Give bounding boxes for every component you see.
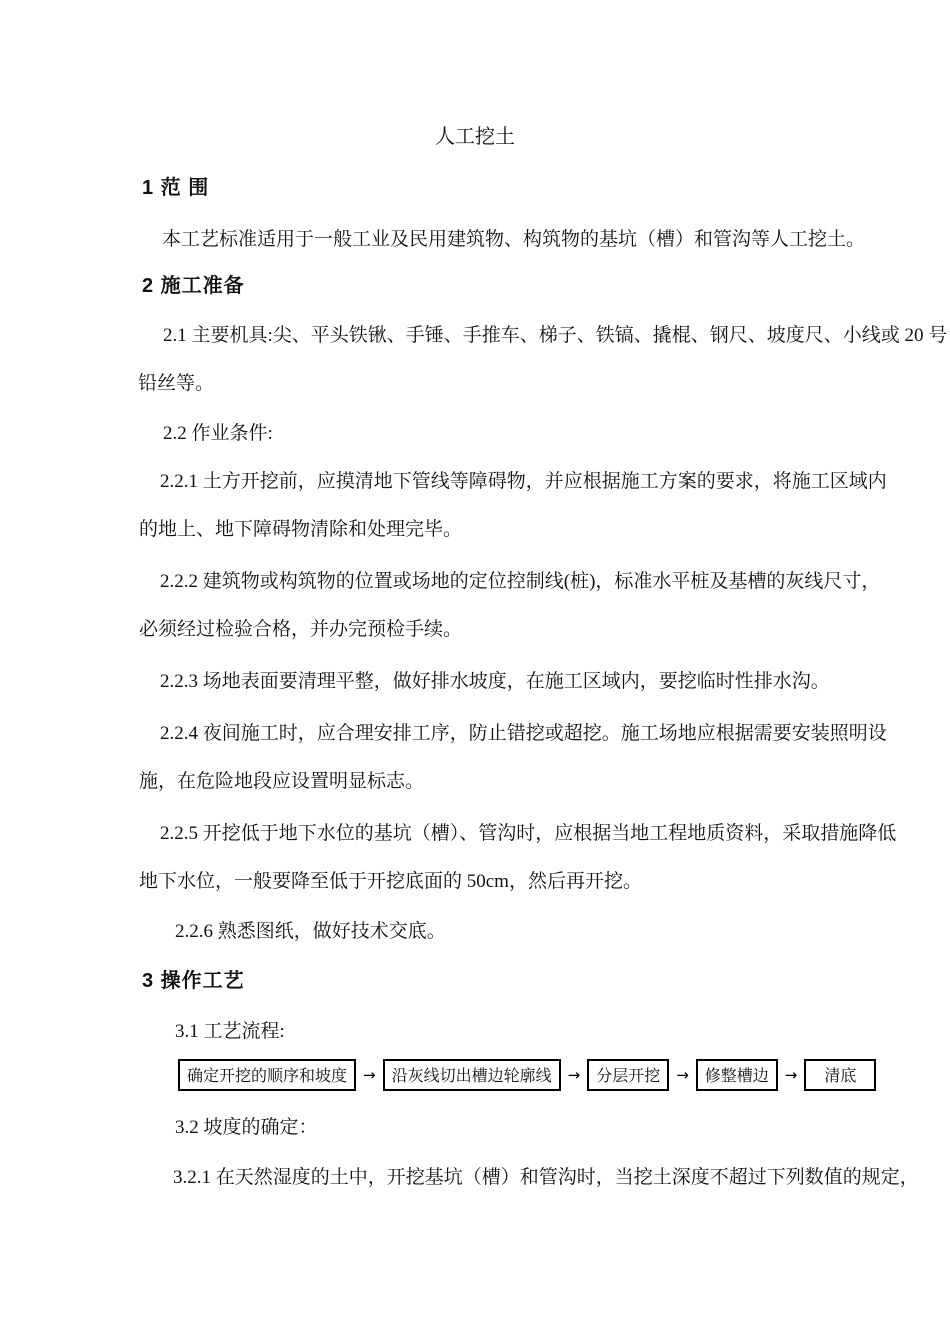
flow-arrow-icon: → [784,1065,798,1084]
para-2-2-3: 2.2.3 场地表面要清理平整，做好排水坡度，在施工区域内，要挖临时性排水沟。 [160,671,830,692]
para-2-2-1-line-1: 2.2.1 土方开挖前，应摸清地下管线等障碍物，并应根据施工方案的要求，将施工区域内 [160,471,887,492]
section-2-heading: 2 施工准备 [142,275,245,297]
para-2-2-4-line-2: 施，在危险地段应设置明显标志。 [139,771,425,792]
para-2-2-heading: 2.2 作业条件: [163,423,273,444]
para-2-2-2-line-1: 2.2.2 建筑物或构筑物的位置或场地的定位控制线(桩)，标准水平桩及基槽的灰线尺寸， [160,571,881,592]
para-3-2-1: 3.2.1 在天然湿度的土中，开挖基坑（槽）和管沟时，当挖土深度不超过下列数值的规定， [173,1167,919,1188]
flow-arrow-icon: → [676,1065,689,1084]
section-1-heading: 1 范 围 [142,177,210,199]
page-title: 人工挖土 [435,126,515,148]
para-2-2-1-line-2: 的地上、地下障碍物清除和处理完毕。 [139,519,463,540]
para-2-1-line-2: 铅丝等。 [138,373,215,394]
para-2-2-6: 2.2.6 熟悉图纸，做好技术交底。 [175,921,446,942]
flow-step-4: 修整槽边 [696,1059,778,1091]
para-2-2-5-line-2: 地下水位，一般要降至低于开挖底面的 50cm，然后再开挖。 [139,871,642,892]
process-flowchart [178,1059,876,1091]
para-2-2-2-line-2: 必须经过检验合格，并办完预检手续。 [139,619,463,640]
section-1-body: 本工艺标准适用于一般工业及民用建筑物、构筑物的基坑（槽）和管沟等人工挖土。 [162,229,866,250]
flow-step-1: 确定开挖的顺序和坡度 [178,1059,356,1091]
flow-step-2: 沿灰线切出槽边轮廓线 [383,1059,561,1091]
para-2-2-4-line-1: 2.2.4 夜间施工时，应合理安排工序，防止错挖或超挖。施工场地应根据需要安装照明设 [160,723,887,744]
para-2-2-5-line-1: 2.2.5 开挖低于地下水位的基坑（槽）、管沟时，应根据当地工程地质资料，采取措施降低 [160,823,897,844]
para-2-1-line-1: 2.1 主要机具:尖、平头铁锹、手锤、手推车、梯子、铁镐、撬棍、钢尺、坡度尺、小线或 20 号 [163,325,948,346]
flow-step-5: 清底 [804,1059,876,1091]
section-3-heading: 3 操作工艺 [142,970,245,992]
para-3-1-heading: 3.1 工艺流程: [175,1021,285,1042]
flow-step-3: 分层开挖 [587,1059,669,1091]
para-3-2-heading: 3.2 坡度的确定： [175,1117,318,1138]
flow-arrow-icon: → [567,1065,581,1084]
flow-arrow-icon: → [363,1065,376,1084]
